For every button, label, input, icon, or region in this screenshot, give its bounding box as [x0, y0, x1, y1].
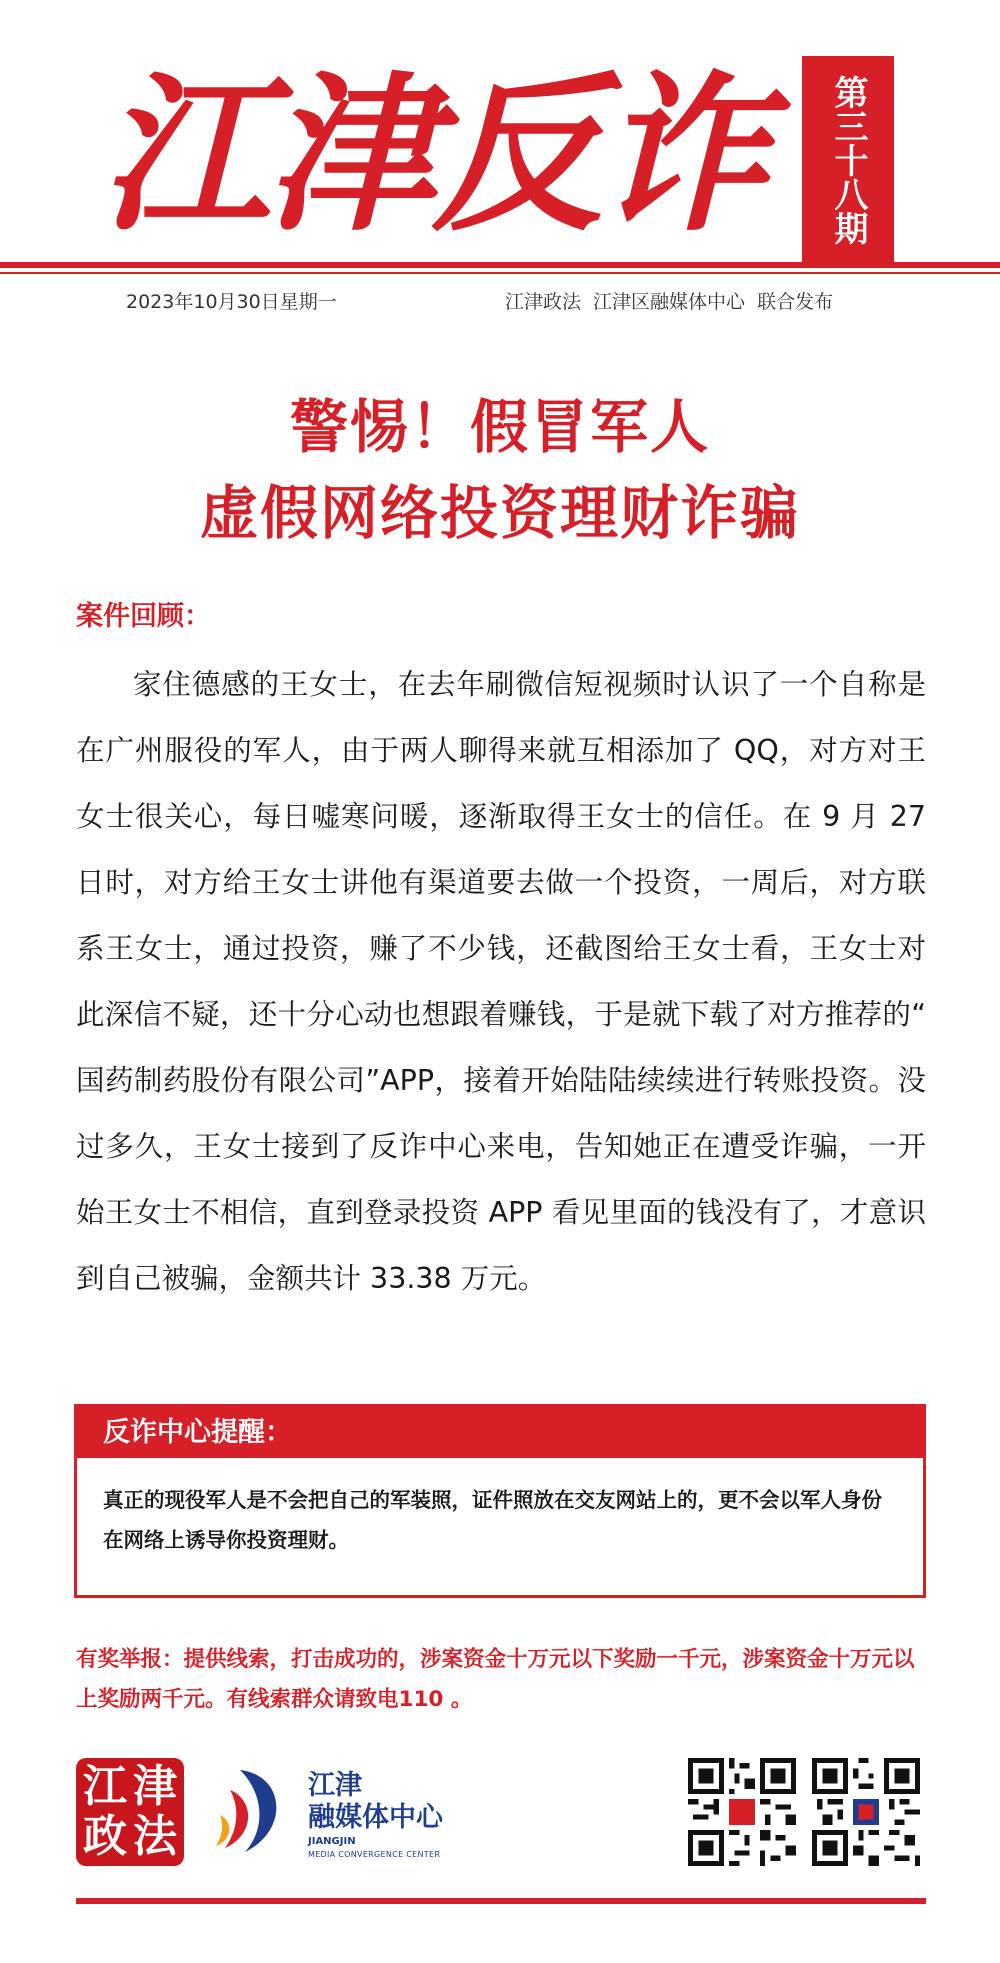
reminder-title: 反诈中心提醒：	[77, 1407, 923, 1458]
publisher-credit: 江津政法 江津区融媒体中心 联合发布	[505, 291, 834, 313]
media-cn-line-2: 融媒体中心	[308, 1802, 443, 1833]
reward-notice: 有奖举报：提供线索，打击成功的，涉案资金十万元以下奖励一千元，涉案资金十万元以上奖励两千元。有线索群众请致电110 。	[76, 1647, 915, 1712]
footer-rule	[76, 1898, 926, 1904]
media-cn-line-1: 江津	[308, 1770, 362, 1801]
issue-number-badge: 第三十八期	[802, 56, 894, 264]
seal-char: 江	[83, 1761, 127, 1812]
masthead-rule-bottom	[0, 272, 1000, 274]
media-center-name-en: JIANGJIN	[308, 1836, 356, 1847]
headline-line-2: 虚假网络投资理财诈骗	[199, 479, 800, 547]
qr-code-icon	[812, 1758, 920, 1866]
media-center-subtitle-en: MEDIA CONVERGENCE CENTER	[308, 1850, 441, 1859]
masthead-title: 江津反诈	[100, 55, 765, 255]
publish-date: 2023年10月30日星期一	[126, 291, 337, 313]
media-center-name-cn	[308, 1770, 443, 1834]
headline-line-1: 警惕！假冒军人	[289, 393, 710, 461]
reminder-text: 真正的现役军人是不会把自己的军装照，证件照放在交友网站上的，更不会以军人身份在网络上诱导你投资理财。	[103, 1488, 882, 1552]
case-review-label: 案件回顾：	[76, 601, 211, 632]
seal-char: 津	[133, 1761, 177, 1812]
case-review-body: 家住德感的王女士，在去年刷微信短视频时认识了一个自称是在广州服役的军人，由于两人聊得来就互相添加了 QQ，对方对王女士很关心，每日嘘寒问暖，逐渐取得王女士的信任。在 9 月 27 日时，对方给王女士讲他有渠道要去做一个投资，一周后，对方联系王女士，通过投资，赚了不少钱，还截图给王女士看，王女士对此深信不疑，还十分心动也想跟着赚钱，于是就下载了对方推荐的“ 国药制药股份有限公司”APP，接着开始陆陆续续进行转账投资。没过多久，王女士接到了反诈中心来电，告知她正在遭受诈骗，一开始王女士不相信，直到登录投资 APP 看见里面的钱没有了，才意识到自己被骗，金额共计 33.38 万元。	[76, 668, 926, 1295]
media-center-logo-icon	[210, 1760, 300, 1860]
seal-char: 政	[83, 1811, 127, 1862]
jiangjin-zhengfa-seal-logo	[76, 1758, 184, 1866]
masthead-rule-top	[0, 262, 1000, 268]
reminder-box	[74, 1404, 926, 1598]
qr-code-icon	[688, 1758, 796, 1866]
seal-char: 法	[133, 1811, 177, 1862]
